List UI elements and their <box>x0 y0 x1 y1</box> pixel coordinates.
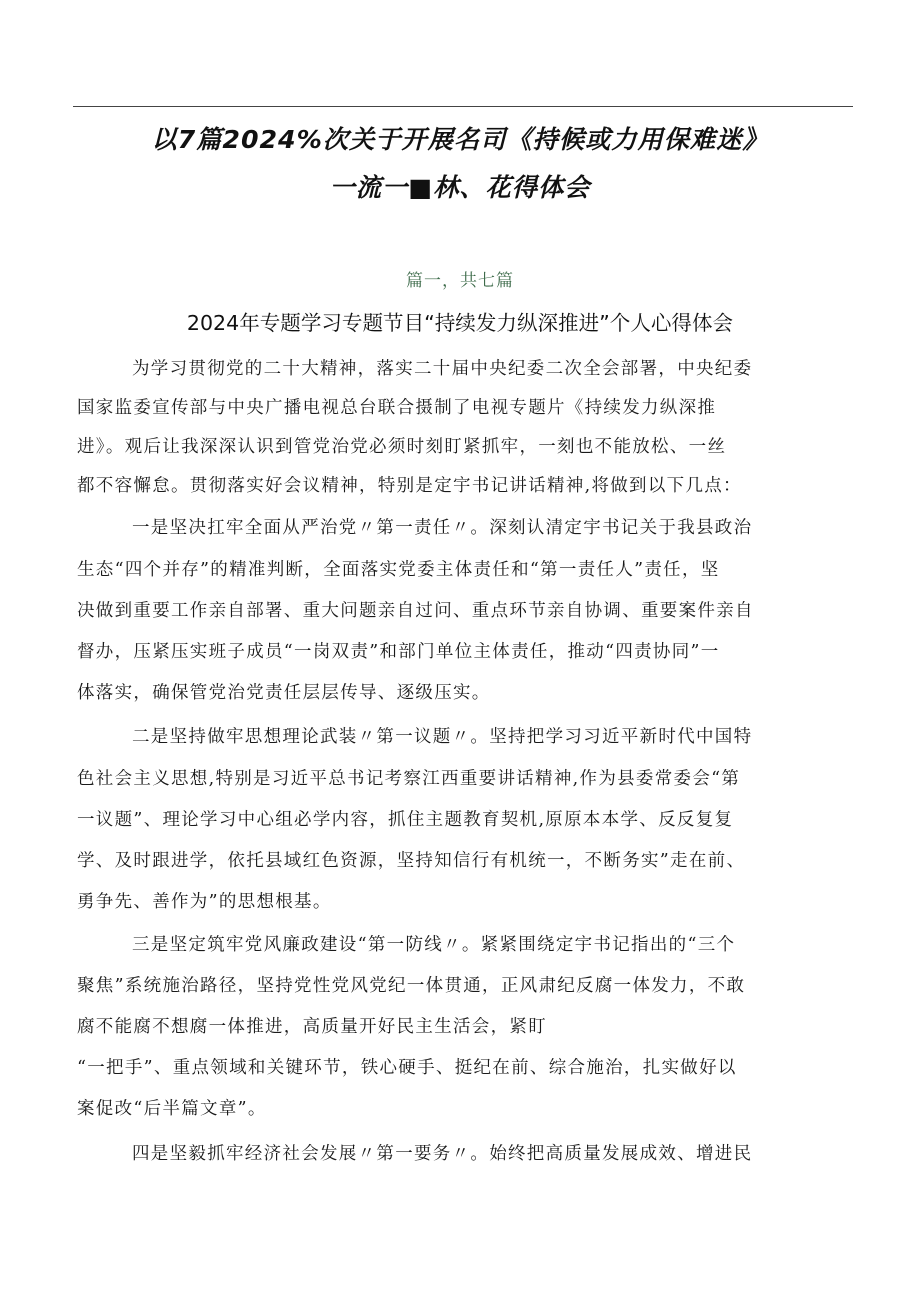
article-subheading: 篇一，共七篇 <box>406 271 514 291</box>
body-line: 三是坚定筑牢党风廉政建设“第一防线〃。紧紧围绕定宇书记指出的“三个 <box>132 935 736 955</box>
header-rule <box>73 106 853 107</box>
body-line: 二是坚持做牢思想理论武装〃第一议题〃。坚持把学习习近平新时代中国特 <box>132 727 753 747</box>
body-line: 为学习贯彻党的二十大精神，落实二十届中央纪委二次全会部署，中央纪委 <box>132 359 753 379</box>
article-title: 2024年专题学习专题节目“持续发力纵深推进”个人心得体会 <box>186 311 734 335</box>
body-line: 勇争先、善作为”的思想根基。 <box>77 892 332 912</box>
document-title-line-2: 一流一■林、花得体会 <box>329 173 591 202</box>
body-line: 聚焦”系统施治路径，坚持党性党风党纪一体贯通，正风肃纪反腐一体发力，不敢 <box>77 976 746 996</box>
body-line: 决做到重要工作亲自部署、重大问题亲自过问、重点环节亲自协调、重要案件亲自 <box>77 601 754 621</box>
document-title-line-1: 以7篇2024%次关于开展名司《持候或力用保难迷》 <box>151 125 769 154</box>
body-line: 生态“四个并存”的精准判断，全面落实党委主体责任和“第一责任人”责任，坚 <box>77 560 720 580</box>
body-line: 体落实，确保管党治党责任层层传导、逐级压实。 <box>77 683 491 703</box>
body-line: 案促改“后半篇文章”。 <box>77 1099 267 1119</box>
body-line: “一把手”、重点领域和关键环节，铁心硬手、挺纪在前、综合施治，扎实做好以 <box>77 1058 737 1078</box>
body-line: 督办，压紧压实班子成员“一岗双责”和部门单位主体责任，推动“四责协同”一 <box>77 642 720 662</box>
body-line: 进》。观后让我深深认识到管党治党必须时刻盯紧抓牢，一刻也不能放松、一丝 <box>77 437 727 457</box>
body-line: 腐不能腐不想腐一体推进，高质量开好民主生活会，紧盯 <box>77 1017 547 1037</box>
body-line: 都不容懈怠。贯彻落实好会议精神，特别是定宇书记讲话精神,将做到以下几点： <box>77 476 742 496</box>
body-line: 学、及时跟进学，依托县域红色资源，坚持知信行有机统一，不断务实”走在前、 <box>77 851 746 871</box>
body-line: 一是坚决扛牢全面从严治党〃第一责任〃。深刻认清定宇书记关于我县政治 <box>132 518 753 538</box>
body-line: 色社会主义思想,特别是习近平总书记考察江西重要讲话精神,作为县委常委会“第 <box>77 769 741 789</box>
body-line: 国家监委宣传部与中央广播电视总台联合摄制了电视专题片《持续发力纵深推 <box>77 398 717 418</box>
body-line: 四是坚毅抓牢经济社会发展〃第一要务〃。始终把高质量发展成效、增进民 <box>132 1144 753 1164</box>
body-line: 一议题”、理论学习中心组必学内容，抓住主题教育契机,原原本本学、反反复复 <box>77 810 734 830</box>
